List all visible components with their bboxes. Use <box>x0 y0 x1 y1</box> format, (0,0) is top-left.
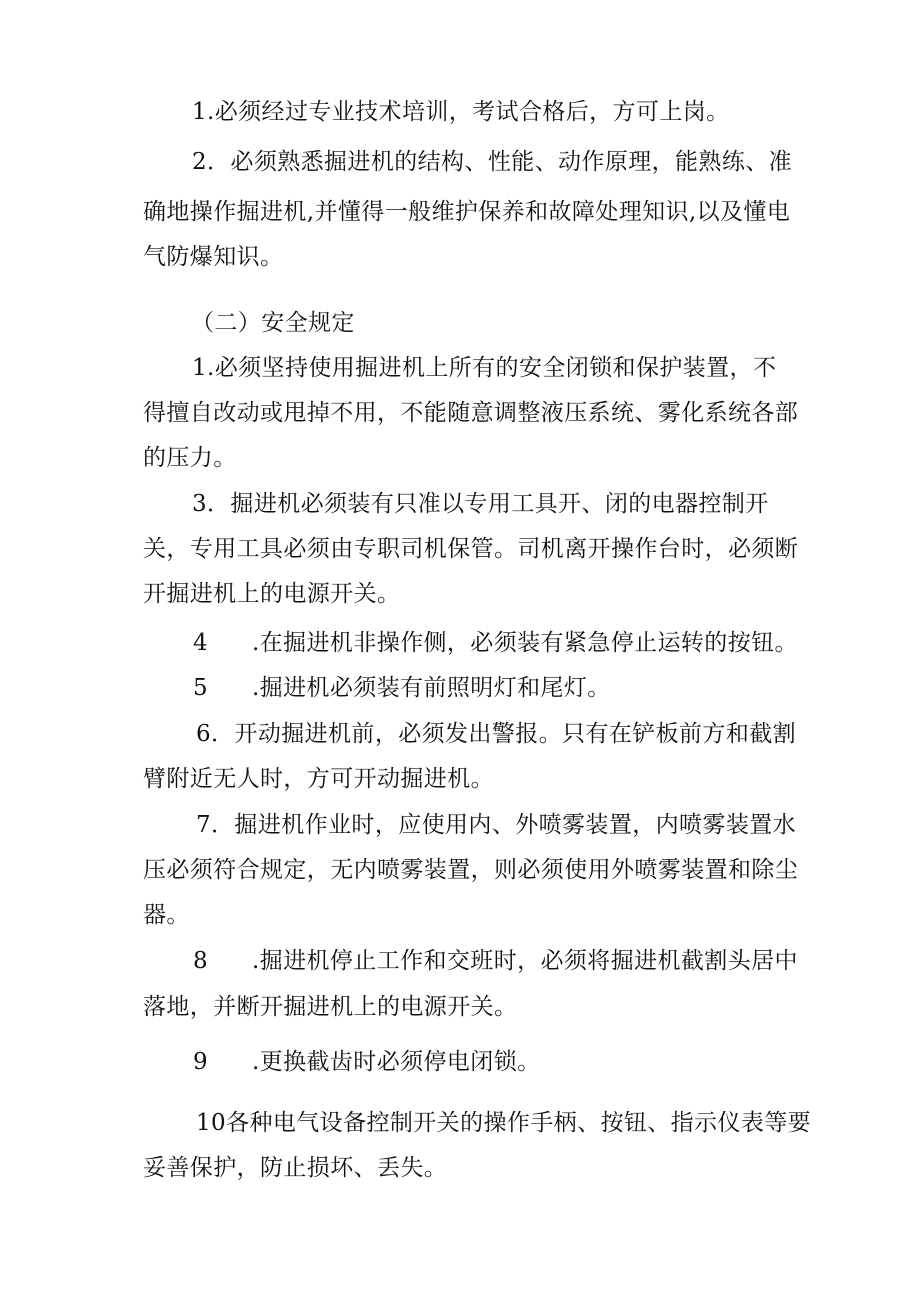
rule-10-line-1: 10各种电气设备控制开关的操作手柄、按钮、指示仪表等要 <box>196 1110 812 1136</box>
rule-3-line-3: 开掘进机上的电源开关。 <box>143 581 401 607</box>
qualification-item-2-line-3: 气防爆知识。 <box>143 244 284 270</box>
rule-7-line-3: 器。 <box>143 902 190 928</box>
rule-7-line-2: 压必须符合规定，无内喷雾装置，则必须使用外喷雾装置和除尘 <box>143 857 799 883</box>
rule-5-text: .掘进机必须装有前照明灯和尾灯。 <box>252 675 611 701</box>
section-heading: （二）安全规定 <box>191 310 355 336</box>
rule-3-line-2: 关，专用工具必须由专职司机保管。司机离开操作台时，必须断 <box>143 536 799 562</box>
rule-10-line-2: 妥善保护，防止损坏、丢失。 <box>143 1155 448 1181</box>
rule-6-line-2: 臂附近无人时，方可开动掘进机。 <box>143 766 494 792</box>
rule-8-number: 8 <box>193 948 208 974</box>
rule-8-text: .掘进机停止工作和交班时，必须将掘进机截割头居中 <box>252 948 798 974</box>
rule-1-line-2: 得擅自改动或甩掉不用，不能随意调整液压系统、雾化系统各部 <box>143 400 799 426</box>
rule-9-number: 9 <box>193 1049 208 1075</box>
rule-3-line-1: 3．掘进机必须装有只准以专用工具开、闭的电器控制开 <box>192 491 769 517</box>
rule-4-number: 4 <box>193 630 208 656</box>
rule-1-line-3: 的压力。 <box>143 445 237 471</box>
rule-8-continuation: 落地，并断开掘进机上的电源开关。 <box>143 994 518 1020</box>
qualification-item-2-line-2: 确地操作掘进机,并懂得一般维护保养和故障处理知识,以及懂电 <box>143 199 791 225</box>
rule-4-text: .在掘进机非操作侧，必须装有紧急停止运转的按钮。 <box>252 630 798 656</box>
qualification-item-2-line-1: 2．必须熟悉掘进机的结构、性能、动作原理，能熟练、准 <box>192 149 793 175</box>
rule-7-line-1: 7．掘进机作业时，应使用内、外喷雾装置，内喷雾装置水 <box>196 812 797 838</box>
rule-5-number: 5 <box>193 675 208 701</box>
rule-9-text: .更换截齿时必须停电闭锁。 <box>252 1049 541 1075</box>
rule-6-line-1: 6．开动掘进机前，必须发出警报。只有在铲板前方和截割 <box>196 721 797 747</box>
rule-1-line-1: 1.必须坚持使用掘进机上所有的安全闭锁和保护装置，不 <box>192 355 777 381</box>
qualification-item-1: 1.必须经过专业技术培训，考试合格后，方可上岗。 <box>192 99 730 125</box>
